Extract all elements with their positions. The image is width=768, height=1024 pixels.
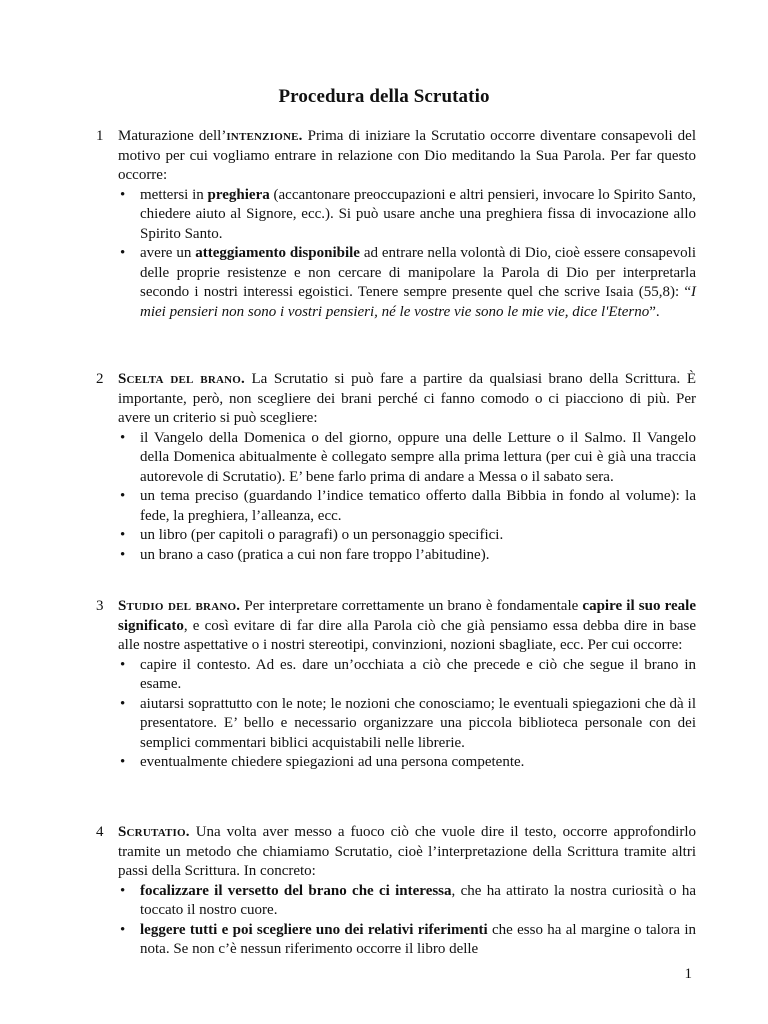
section-number: 1	[96, 128, 104, 144]
bullet-list	[96, 186, 696, 323]
section-heading: intenzione.	[226, 128, 303, 144]
section-2	[96, 370, 696, 565]
section-heading: Studio del brano.	[118, 598, 241, 614]
list-item: • eventualmente chiedere spiegazioni ad una persona competente.	[118, 753, 696, 773]
document-title: Procedura della Scrutatio	[278, 86, 490, 107]
bullet-list	[96, 429, 696, 566]
section-paragraph: Scelta del brano. La Scrutatio si può fare a partire da qualsiasi brano della Scrittura. È importante, però, non scegliere dei brani perché ci fanno comodo o ci piacciono di più. Per avere un criterio si può scegliere:	[118, 371, 696, 426]
list-item: • aiutarsi soprattutto con le note; le nozioni che conosciamo; le eventuali spiegazioni che dà il presentatore. E’ bello e necessario organizzare una piccola biblioteca personale con dei semplici commentari biblici acquistabili nelle librerie.	[118, 695, 696, 754]
list-item: • leggere tutti e poi scegliere uno dei relativi riferimenti che esso ha al margine o talora in nota. Se non c’è nessun riferimento occorre il libro delle	[118, 921, 696, 960]
list-item: • focalizzare il versetto del brano che ci interessa, che ha attirato la nostra curiosità o ha toccato il nostro cuore.	[118, 882, 696, 921]
isaiah-quote: I miei pensieri non sono i vostri pensieri, né le vostre vie sono le mie vie, dice l'Eterno	[140, 284, 696, 320]
bullet-list	[96, 882, 696, 960]
section-3	[96, 597, 696, 773]
section-paragraph: Studio del brano. Per interpretare correttamente un brano è fondamentale capire il suo reale significato, e così evitare di far dire alla Parola ciò che già pensiamo essa debba dire in base alle nostre aspettative o i nostri stereotipi, convinzioni, nozioni sbagliate, ecc. Per cui occorre:	[118, 598, 696, 653]
bullet-list	[96, 656, 696, 773]
list-item: • un libro (per capitoli o paragrafi) o un personaggio specifici.	[118, 526, 696, 546]
section-paragraph: Scrutatio. Una volta aver messo a fuoco ciò che vuole dire il testo, occorre approfondirlo tramite un metodo che chiamiamo Scrutatio, cioè l’interpretazione della Scrittura tramite altri passi della Scrittura. In concreto:	[118, 824, 696, 879]
list-item: • mettersi in preghiera (accantonare preoccupazioni e altri pensieri, invocare lo Spirito Santo, chiedere aiuto al Signore, ecc.). Si può usare anche una preghiera fissa di invocazione allo Spirito Santo.	[118, 186, 696, 245]
section-number: 4	[96, 824, 104, 840]
page-number: 1	[684, 966, 692, 982]
section-number: 2	[96, 371, 104, 387]
list-item: • il Vangelo della Domenica o del giorno, oppure una delle Letture o il Salmo. Il Vangelo della Domenica abitualmente è collegato sempre alla prima lettura (per cui è già una traccia autorevole di Scrutatio). E’ bene farlo prima di andare a Messa o il sabato sera.	[118, 429, 696, 488]
section-number: 3	[96, 598, 104, 614]
list-item: • un brano a caso (pratica a cui non fare troppo l’abitudine).	[118, 546, 696, 566]
section-heading: Scelta del brano.	[118, 371, 245, 387]
list-item: • avere un atteggiamento disponibile ad entrare nella volontà di Dio, cioè essere consapevoli delle proprie resistenze e non cercare di manipolare la Parola di Dio per interpretarla secondo i nostri interessi egoistici. Tenere sempre presente quel che scrive Isaia (55,8): “I miei pensieri non sono i vostri pensieri, né le vostre vie sono le mie vie, dice l'Eterno”.	[118, 244, 696, 322]
list-item: • un tema preciso (guardando l’indice tematico offerto dalla Bibbia in fondo al volume): la fede, la preghiera, l’alleanza, ecc.	[118, 487, 696, 526]
section-4	[96, 823, 696, 960]
section-paragraph: Maturazione dell’intenzione. Prima di iniziare la Scrutatio occorre diventare consapevoli del motivo per cui vogliamo entrare in relazione con Dio meditando la Sua Parola. Per far questo occorre:	[118, 128, 697, 183]
list-item: • capire il contesto. Ad es. dare un’occhiata a ciò che precede e ciò che segue il brano in esame.	[118, 656, 696, 695]
section-1	[96, 127, 696, 322]
section-heading: Scrutatio.	[118, 824, 190, 840]
